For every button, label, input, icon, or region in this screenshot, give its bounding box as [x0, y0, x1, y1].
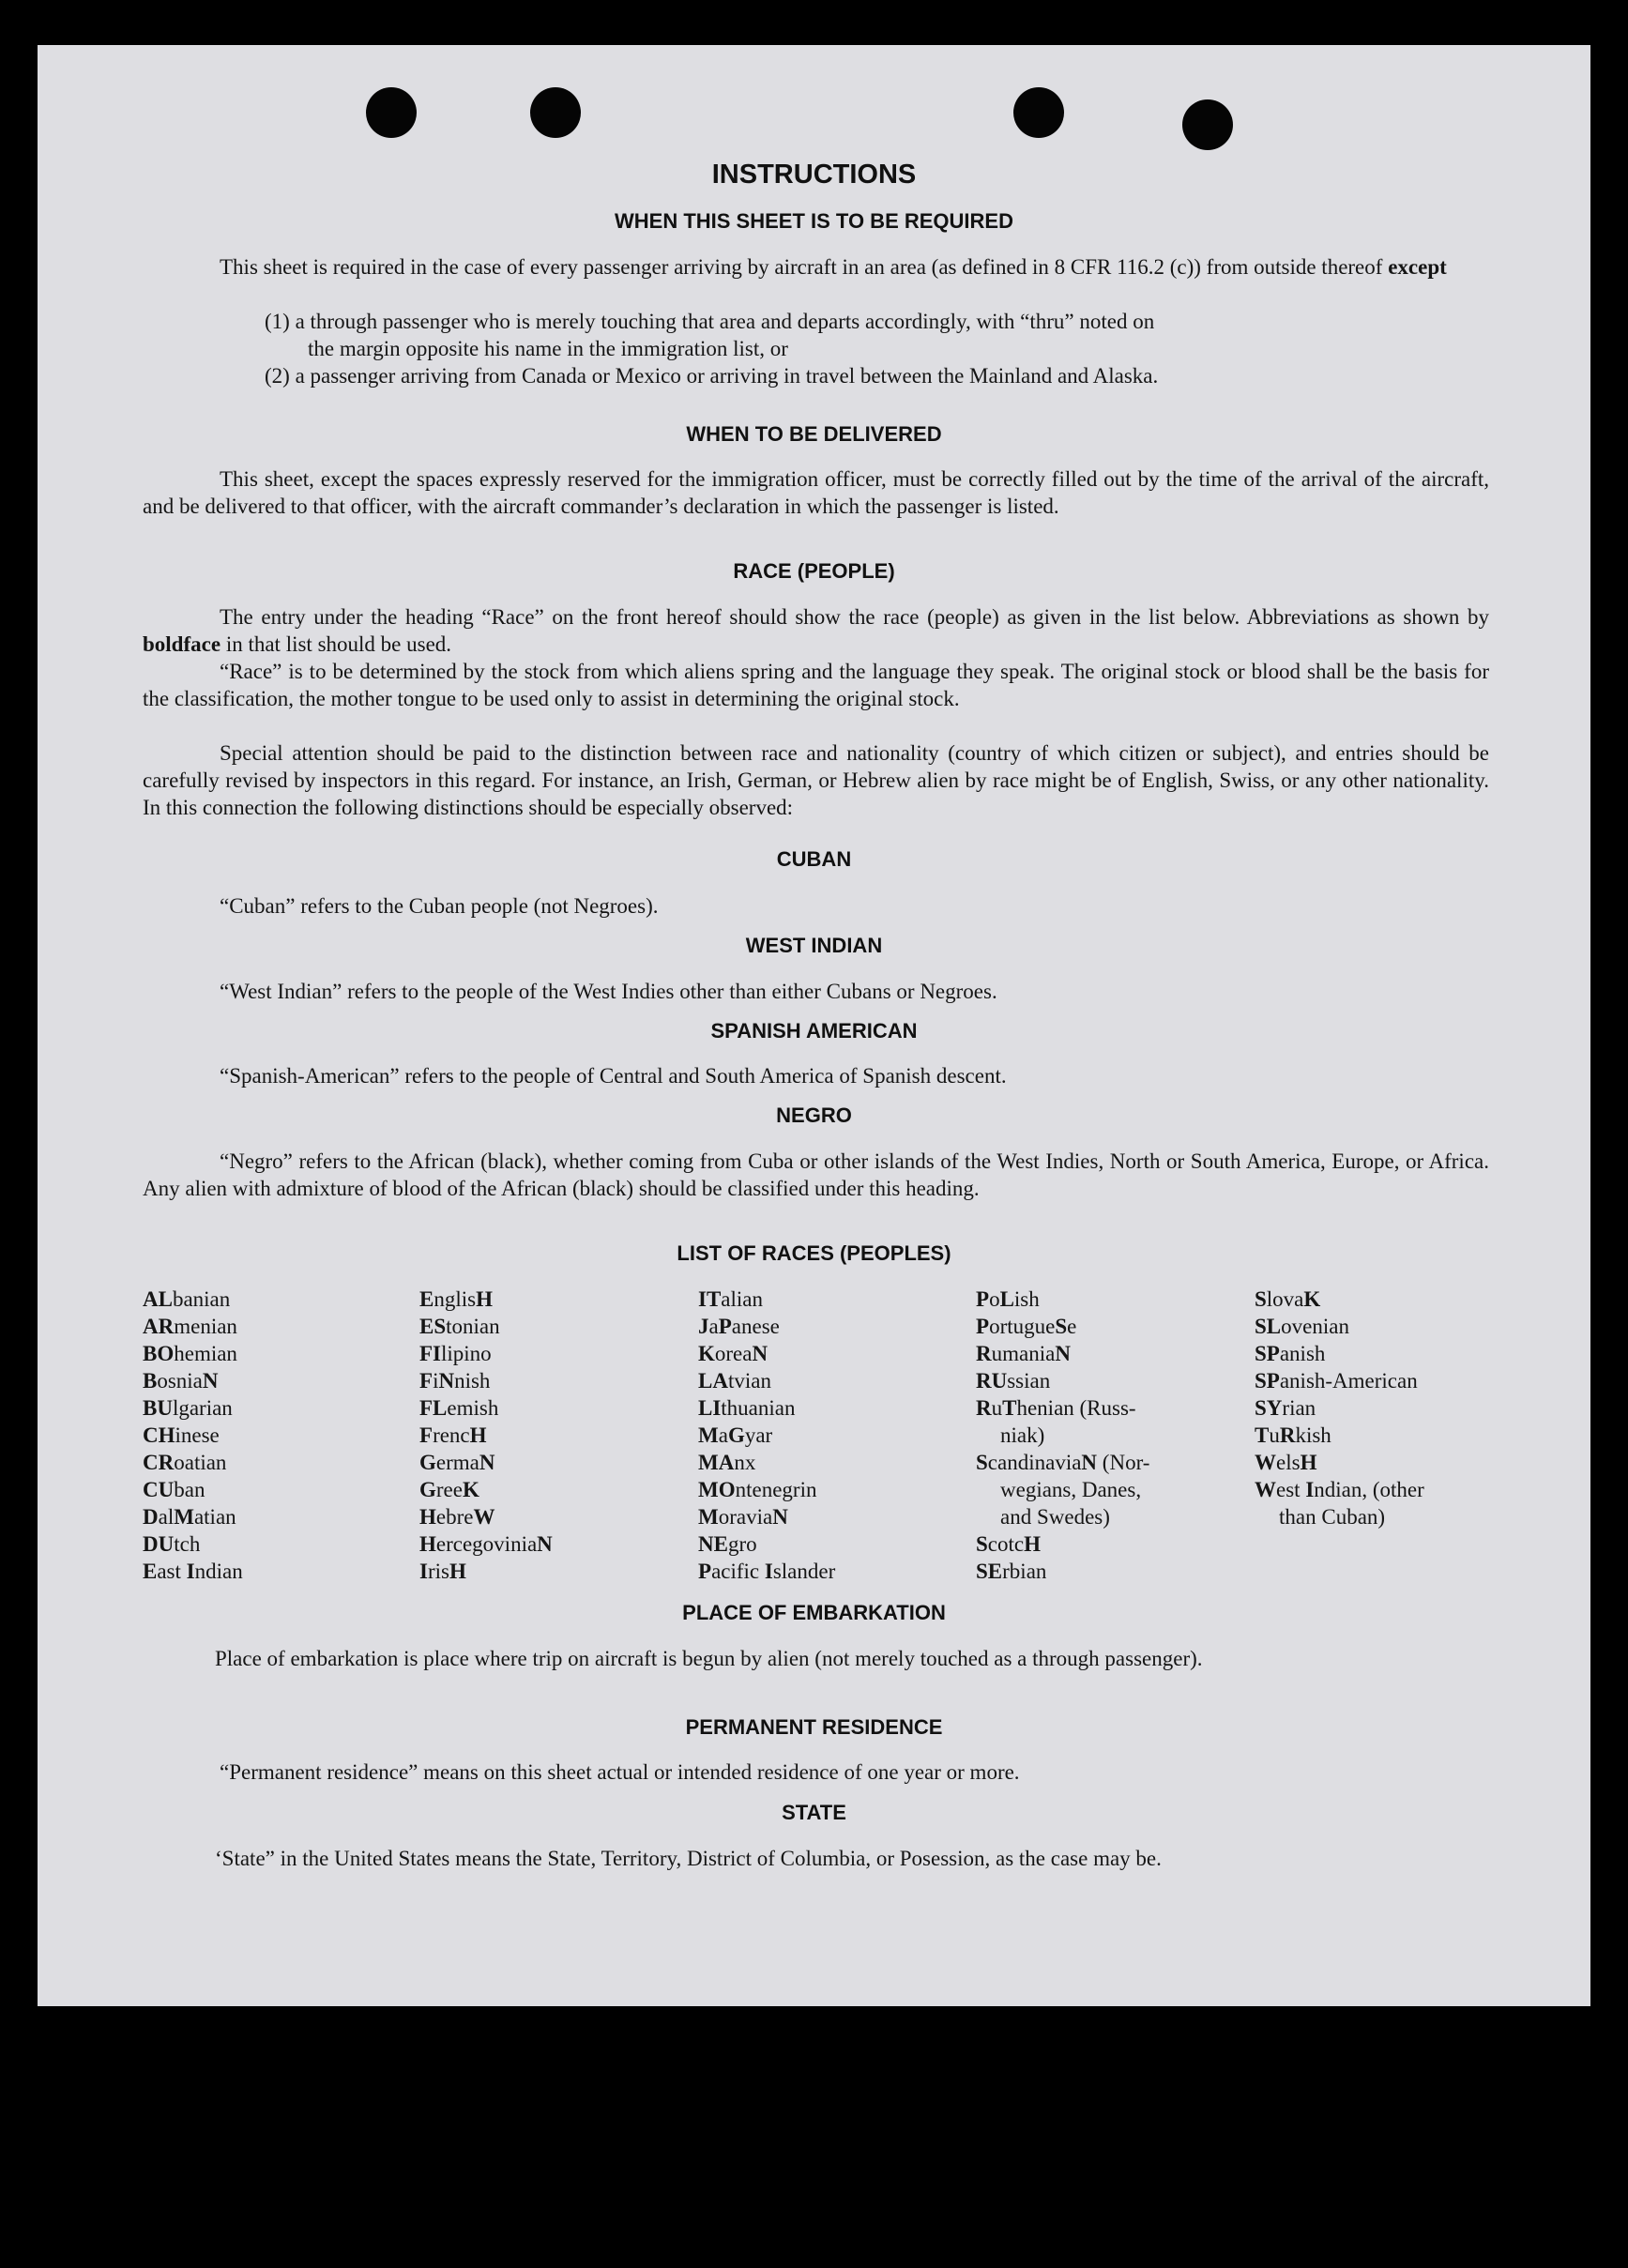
race-item: MaGyar [698, 1423, 773, 1447]
race-item: ScandinaviaN (Nor- [976, 1451, 1150, 1474]
section-heading-west-indian: WEST INDIAN [745, 934, 883, 957]
race-item: JaPanese [698, 1315, 780, 1338]
race-item: DUtch [143, 1532, 201, 1556]
race-item: West Indian, (other [1255, 1478, 1424, 1501]
race-item: ScotcH [976, 1532, 1041, 1556]
punch-hole [1013, 87, 1064, 138]
race-item: GreeK [419, 1478, 479, 1501]
race-item: SlovaK [1255, 1287, 1321, 1311]
race-item: BosniaN [143, 1369, 219, 1393]
document-page [38, 45, 1590, 2006]
race-item: WelsH [1255, 1451, 1317, 1474]
section-heading-cuban: CUBAN [776, 847, 852, 871]
race-item: PoLish [976, 1287, 1040, 1311]
punch-hole [1182, 99, 1233, 150]
race-item: wegians, Danes, [1000, 1478, 1142, 1501]
race-item: EStonian [419, 1315, 500, 1338]
race-item: BOhemian [143, 1342, 237, 1365]
cuban-text: “Cuban” refers to the Cuban people (not Negroes). [220, 894, 659, 918]
race-item: CHinese [143, 1423, 220, 1447]
race-column [1255, 1286, 1536, 1530]
race-item: NEgro [698, 1532, 757, 1556]
section-heading-negro: NEGRO [776, 1104, 852, 1127]
race-item: Pacific Islander [698, 1560, 836, 1583]
section-heading-race: RACE (PEOPLE) [733, 559, 895, 583]
race-paragraph-1: The entry under the heading “Race” on the front hereof should show the race (people) as given in the list below. Abbreviations as shown by boldface in that list should be used. [143, 605, 1489, 656]
race-item: ALbanian [143, 1287, 231, 1311]
race-paragraph-2: “Race” is to be determined by the stock from which aliens spring and the language they speak. The original stock or blood shall be the basis for the classification, the mother tongue to be used only to assist in determining the original stock. [143, 660, 1489, 710]
section-heading-embarkation: PLACE OF EMBARKATION [682, 1601, 946, 1624]
race-item: FLemish [419, 1396, 499, 1420]
exception-item-1: (1) a through passenger who is merely touching that area and departs accordingly, with “thru” noted on the margin opposite his name in the immigration list, or [265, 310, 1155, 360]
residence-text: “Permanent residence” means on this sheet actual or intended residence of one year or more. [220, 1760, 1020, 1784]
race-item: GermaN [419, 1451, 495, 1474]
west-indian-text: “West Indian” refers to the people of the West Indies other than either Cubans or Negroes. [220, 980, 997, 1003]
race-item: KoreaN [698, 1342, 768, 1365]
race-item: FIlipino [419, 1342, 492, 1365]
state-text: ‘State” in the United States means the State, Territory, District of Columbia, or Posession, as the case may be. [215, 1847, 1162, 1870]
section-heading-state: STATE [782, 1801, 846, 1824]
race-item: EnglisH [419, 1287, 493, 1311]
spanish-american-text: “Spanish-American” refers to the people of Central and South America of Spanish descent. [220, 1064, 1007, 1088]
section-heading-spanish-american: SPANISH AMERICAN [710, 1019, 918, 1043]
embarkation-text: Place of embarkation is place where trip on aircraft is begun by alien (not merely touched as a through passenger). [215, 1647, 1203, 1670]
required-intro: This sheet is required in the case of every passenger arriving by aircraft in an area (as defined in 8 CFR 116.2 (c)) from outside thereof except [220, 255, 1447, 279]
race-item: SErbian [976, 1560, 1047, 1583]
race-item: MAnx [698, 1451, 756, 1474]
exception-item-2: (2) a passenger arriving from Canada or Mexico or arriving in travel between the Mainland and Alaska. [265, 364, 1159, 388]
race-item: HebreW [419, 1505, 495, 1529]
race-item: TuRkish [1255, 1423, 1331, 1447]
section-heading-delivered: WHEN TO BE DELIVERED [686, 422, 942, 446]
race-item: ITalian [698, 1287, 763, 1311]
race-item: niak) [1000, 1423, 1045, 1447]
section-heading-required: WHEN THIS SHEET IS TO BE REQUIRED [615, 209, 1013, 233]
race-item: RuThenian (Russ- [976, 1396, 1136, 1420]
race-item: FrencH [419, 1423, 487, 1447]
page-title: INSTRUCTIONS [711, 160, 917, 190]
delivered-text: This sheet, except the spaces expressly reserved for the immigration officer, must be correctly filled out by the time of the arrival of the aircraft, and be delivered to that officer, with the aircraft commander’s declaration in which the passenger is listed. [143, 467, 1489, 518]
race-item: ARmenian [143, 1315, 237, 1338]
race-item: SLovenian [1255, 1315, 1349, 1338]
punch-hole [366, 87, 417, 138]
race-item: CUban [143, 1478, 205, 1501]
race-item: FiNnish [419, 1369, 491, 1393]
race-item: MOntenegrin [698, 1478, 817, 1501]
punch-hole [530, 87, 581, 138]
race-item: SYrian [1255, 1396, 1316, 1420]
race-item: than Cuban) [1279, 1505, 1386, 1529]
race-paragraph-3: Special attention should be paid to the distinction between race and nationality (country of which citizen or subject), and entries should be carefully revised by inspectors in this regard. For instance, an Irish, German, or Hebrew alien by race might be of English, Swiss, or any other nationality. In this connection the following distinctions should be especially observed: [143, 741, 1489, 819]
race-item: DalMatian [143, 1505, 236, 1529]
race-item: IrisH [419, 1560, 466, 1583]
race-item: East Indian [143, 1560, 243, 1583]
list-of-races-heading: LIST OF RACES (PEOPLES) [677, 1241, 951, 1265]
race-item: MoraviaN [698, 1505, 788, 1529]
race-item: LAtvian [698, 1369, 771, 1393]
race-item: RumaniaN [976, 1342, 1071, 1365]
race-item: SPanish [1255, 1342, 1326, 1365]
section-heading-residence: PERMANENT RESIDENCE [685, 1715, 943, 1739]
race-item: SPanish-American [1255, 1369, 1418, 1393]
race-column [698, 1286, 980, 1585]
race-item: PortugueSe [976, 1315, 1077, 1338]
race-item: CRoatian [143, 1451, 227, 1474]
negro-text: “Negro” refers to the African (black), whether coming from Cuba or other islands of the West Indies, North or South America, Europe, or Africa. Any alien with admixture of blood of the African (black) should be classified under this heading. [143, 1149, 1489, 1200]
race-column [419, 1286, 701, 1585]
race-column [143, 1286, 424, 1585]
race-item: RUssian [976, 1369, 1051, 1393]
race-item: HercegoviniaN [419, 1532, 553, 1556]
race-column [976, 1286, 1257, 1585]
race-item: and Swedes) [1000, 1505, 1110, 1529]
race-item: LIthuanian [698, 1396, 796, 1420]
race-item: BUlgarian [143, 1396, 233, 1420]
